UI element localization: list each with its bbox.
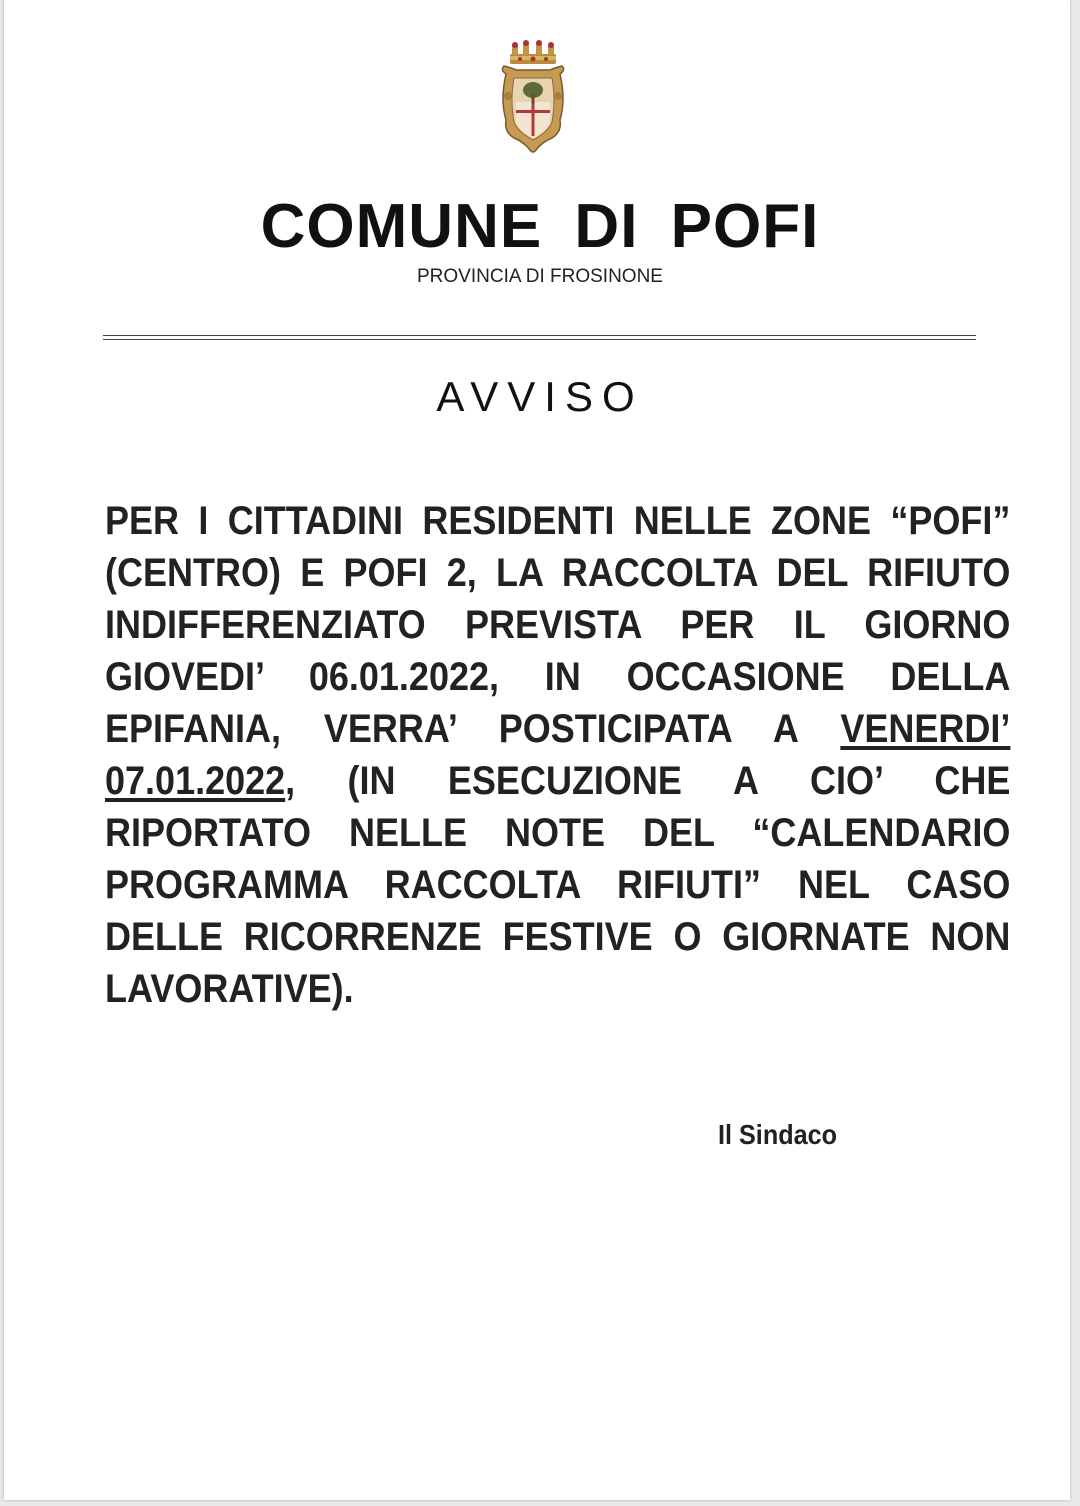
municipal-crest-icon [496, 40, 570, 154]
divider-line [103, 335, 976, 340]
notice-body [105, 495, 1010, 1015]
province-subtitle: PROVINCIA DI FROSINONE [417, 266, 663, 287]
notice-body-part2: , (IN ESECUZIONE A CIO’ CHE RIPORTATO NELLE NOTE DEL “CALENDARIO PROGRAMMA RACCOLTA RIFIUTI” NEL CASO DELLE RICORRENZE FESTIVE O GIORNATE NON LAVORATIVE). [105, 759, 1011, 1011]
signature-label: Il Sindaco [718, 1119, 838, 1150]
notice-heading: AVVISO [436, 373, 644, 420]
notice-new-date: VENERDI’ 07.01.2022 [105, 707, 1011, 803]
notice-body-part1: PER I CITTADINI RESIDENTI NELLE ZONE “POFI” (CENTRO) E POFI 2, LA RACCOLTA DEL RIFIUTO INDIFFERENZIATO PREVISTA PER IL GIORNO GIOVEDI’ 06.01.2022, IN OCCASIONE DELLA EPIFANIA, VERRA’ POSTICIPATA A [105, 499, 1011, 751]
page-title: COMUNE DI POFI [260, 192, 820, 261]
